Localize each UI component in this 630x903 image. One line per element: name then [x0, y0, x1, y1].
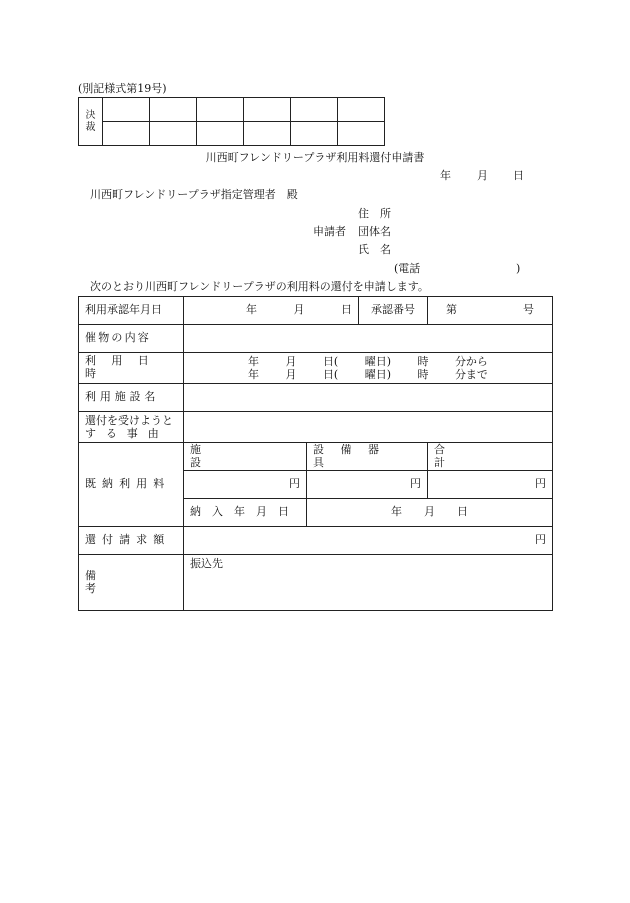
remarks-label: 備考 — [79, 555, 184, 611]
refund-amount-field[interactable]: 円 — [184, 527, 553, 555]
paid-date-label: 納入年月日 — [184, 499, 307, 527]
approval-box[interactable] — [291, 122, 338, 146]
use-datetime-label: 利用日時 — [79, 353, 184, 384]
refund-form-table — [78, 296, 553, 611]
date-day: 日 — [513, 169, 524, 182]
approval-no-label: 承認番号 — [359, 297, 428, 325]
phone-label: (電話 — [394, 262, 421, 275]
facility-fee-field[interactable]: 円 — [184, 471, 307, 499]
facility-fee-label: 施設 — [184, 443, 307, 471]
approval-box[interactable] — [150, 98, 197, 122]
approval-box[interactable] — [197, 98, 244, 122]
form-title: 川西町フレンドリープラザ利用料還付申請書 — [205, 151, 425, 164]
approval-box[interactable] — [338, 122, 385, 146]
applicant-name-label: 氏 名 — [358, 243, 391, 256]
paid-fee-label: 既納利用料 — [79, 443, 184, 527]
date-year: 年 — [440, 169, 451, 182]
use-from-row: 年 月 日( 曜日) 時 分から — [248, 355, 488, 368]
refund-amount-label: 還付請求額 — [79, 527, 184, 555]
facility-label: 利用施設名 — [79, 384, 184, 412]
total-fee-field[interactable]: 円 — [428, 471, 553, 499]
intro-text: 次のとおり川西町フレンドリープラザの利用料の還付を申請します。 — [90, 280, 429, 293]
equipment-fee-label: 設備器具 — [307, 443, 428, 471]
remarks-value: 振込先 — [190, 557, 223, 570]
total-label: 合計 — [428, 443, 553, 471]
approval-box[interactable] — [103, 98, 150, 122]
approval-box[interactable] — [244, 122, 291, 146]
applicant-group-label: 団体名 — [358, 225, 391, 238]
event-label: 催物の内容 — [79, 325, 184, 353]
approval-date-field[interactable]: 年 月 日 — [184, 297, 359, 325]
reason-label: 還付を受けようと する事由 — [79, 412, 184, 443]
remarks-field[interactable] — [184, 555, 553, 611]
approval-box[interactable] — [338, 98, 385, 122]
use-to-row: 年 月 日( 曜日) 時 分まで — [248, 368, 488, 381]
date-month: 月 — [477, 169, 488, 182]
facility-field[interactable] — [184, 384, 553, 412]
form-id: (別記様式第19号) — [78, 82, 167, 95]
applicant-role: 申請者 — [313, 225, 346, 238]
approval-date-label: 利用承認年月日 — [79, 297, 184, 325]
paid-date-field[interactable]: 年 月 日 — [307, 499, 553, 527]
approval-no-field[interactable]: 第 号 — [428, 297, 553, 325]
phone-close: ) — [516, 262, 521, 275]
approval-box[interactable] — [150, 122, 197, 146]
use-datetime-field[interactable] — [184, 353, 553, 384]
approval-box[interactable] — [244, 98, 291, 122]
addressee: 川西町フレンドリープラザ指定管理者 殿 — [90, 188, 298, 201]
approval-box[interactable] — [197, 122, 244, 146]
equipment-fee-field[interactable]: 円 — [307, 471, 428, 499]
approval-label: 決 裁 — [79, 98, 103, 146]
approval-stamp-grid — [78, 97, 385, 146]
event-field[interactable] — [184, 325, 553, 353]
applicant-address-label: 住 所 — [358, 207, 391, 220]
approval-box[interactable] — [291, 98, 338, 122]
approval-box[interactable] — [103, 122, 150, 146]
reason-field[interactable] — [184, 412, 553, 443]
